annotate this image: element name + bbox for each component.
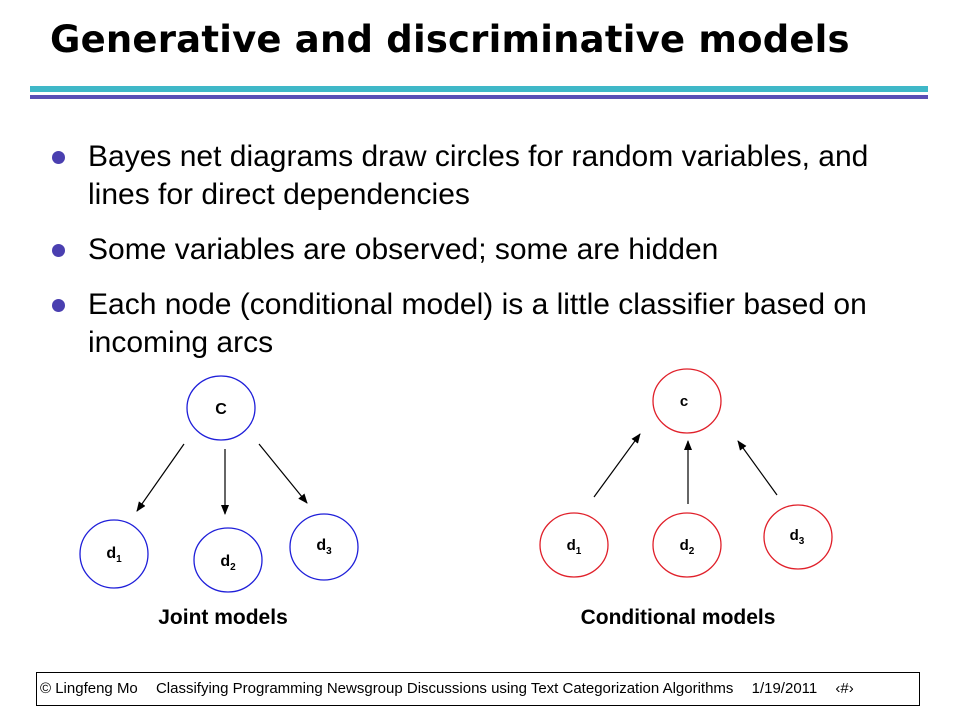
conditional-node-d3-label: $d_3$ bbox=[789, 527, 805, 547]
bullet-text: Each node (conditional model) is a little classifier based on incoming arcs bbox=[88, 288, 867, 359]
conditional-node-d2-label: $d_2$ bbox=[679, 537, 695, 557]
conditional-model bbox=[540, 369, 832, 629]
joint-node-d1-label: $d_1$ bbox=[106, 545, 122, 565]
conditional-node-d1-label: $d_1$ bbox=[566, 537, 582, 557]
slide-title: Generative and discriminative models bbox=[50, 18, 850, 61]
slide-footer bbox=[36, 672, 920, 706]
footer-page-number: ‹#› bbox=[835, 680, 854, 697]
footer-date: 1/19/2011 bbox=[751, 680, 818, 697]
footer-copyright: © Lingfeng Mo bbox=[40, 680, 138, 697]
joint-node-d3-label: $d_3$ bbox=[316, 537, 332, 557]
joint-node-c-label: C bbox=[215, 401, 227, 418]
joint-arrow-to-d3 bbox=[259, 444, 307, 503]
joint-caption: Joint models bbox=[158, 606, 288, 629]
joint-model bbox=[80, 376, 358, 629]
conditional-node-c-label: c bbox=[679, 393, 689, 410]
bullet-text: Some variables are observed; some are hidden bbox=[88, 233, 719, 266]
conditional-arrow-from-d1 bbox=[594, 434, 640, 497]
bullet-text: Bayes net diagrams draw circles for random variables, and lines for direct dependencies bbox=[88, 140, 869, 211]
joint-arrow-to-d1 bbox=[137, 444, 184, 511]
footer-talk-title: Classifying Programming Newsgroup Discussions using Text Categorization Algorithms bbox=[155, 680, 734, 697]
joint-node-d2-label: $d_2$ bbox=[220, 553, 236, 573]
conditional-arrow-from-d3 bbox=[738, 441, 777, 495]
conditional-caption: Conditional models bbox=[580, 606, 776, 629]
